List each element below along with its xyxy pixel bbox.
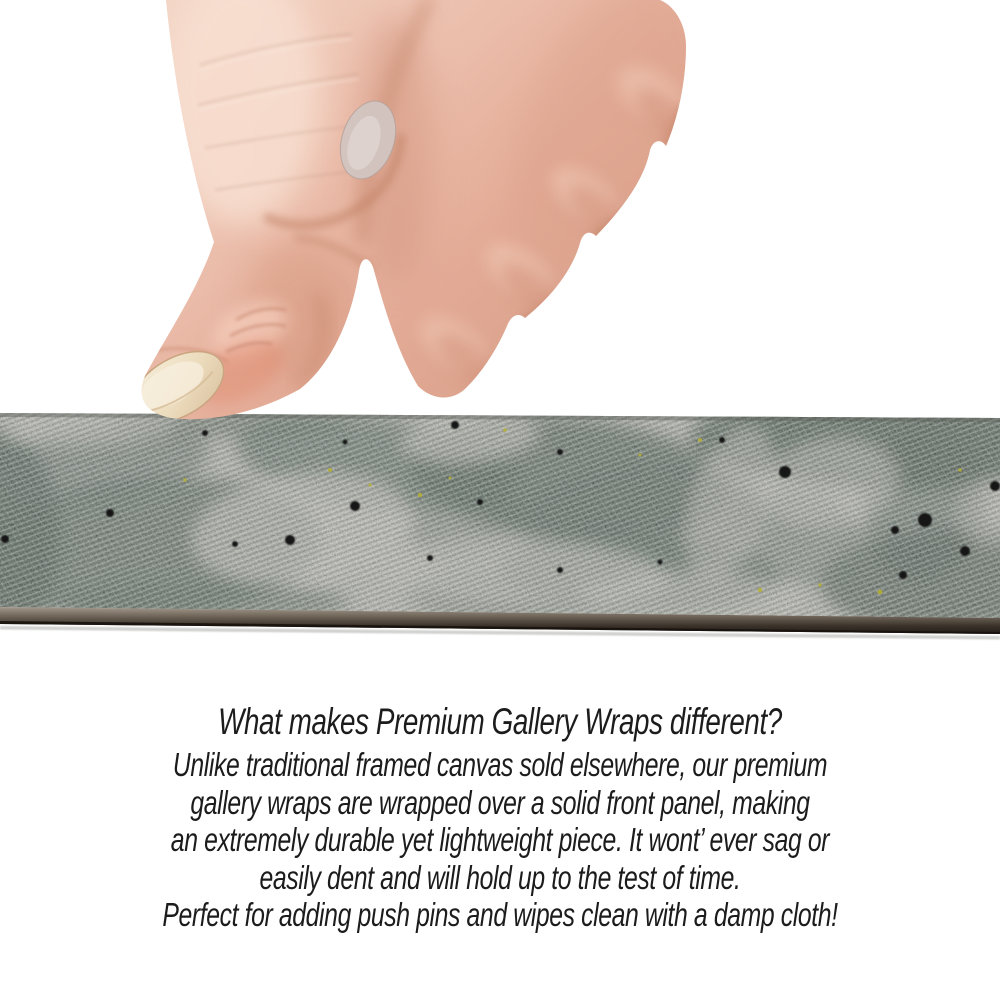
headline: What makes Premium Gallery Wraps different?	[218, 701, 782, 742]
description-line-3: an extremely durable yet lightweight piece. It wont’ ever sag or	[170, 821, 830, 859]
description-line-4: easily dent and will hold up to the test of time.	[259, 858, 741, 896]
description-line-2: gallery wraps are wrapped over a solid front panel, making	[190, 783, 810, 821]
description-line-1: Unlike traditional framed canvas sold elsewhere, our premium	[172, 746, 828, 783]
description-line-5: Perfect for adding push pins and wipes clean with a damp cloth!	[162, 896, 838, 934]
canvas-edge-photo	[0, 408, 1000, 648]
hand-photo	[0, 0, 1000, 430]
marketing-copy	[125, 701, 875, 934]
